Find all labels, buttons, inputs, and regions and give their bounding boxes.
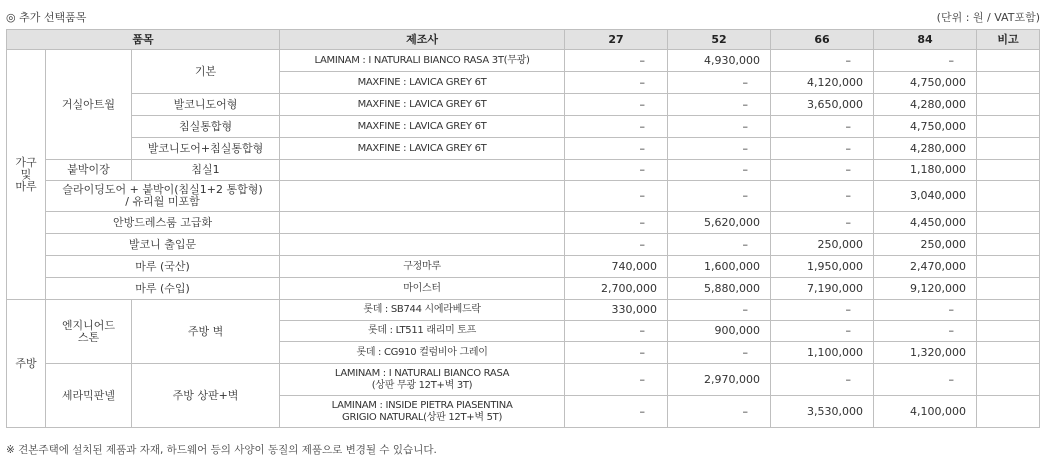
note-cell: [977, 138, 1040, 160]
price-27: 330,000: [565, 300, 668, 321]
note-cell: [977, 342, 1040, 364]
price-66: 1,950,000: [771, 256, 874, 278]
note-cell: [977, 212, 1040, 234]
price-52: 1,600,000: [668, 256, 771, 278]
price-52: –: [668, 396, 771, 428]
note-cell: [977, 300, 1040, 321]
item-cell: 안방드레스룸 고급화: [46, 212, 280, 234]
price-27: –: [565, 342, 668, 364]
note-cell: [977, 234, 1040, 256]
price-66: 7,190,000: [771, 278, 874, 300]
table-row: [7, 212, 1040, 234]
maker-cell: LAMINAM : I NATURALI BIANCO RASA (상판 무광 12T+벽 3T): [280, 364, 565, 396]
item-cell: 슬라이딩도어 + 붙박이(침실1+2 통합형) / 유리월 미포함: [46, 181, 280, 212]
table-row: [7, 94, 1040, 116]
maker-cell: [280, 234, 565, 256]
price-52: –: [668, 72, 771, 94]
table-row: [7, 160, 1040, 181]
note-cell: [977, 278, 1040, 300]
price-84: 1,320,000: [874, 342, 977, 364]
note-cell: [977, 396, 1040, 428]
maker-cell: LAMINAM : INSIDE PIETRA PIASENTINA GRIGIO NATURAL(상판 12T+벽 5T): [280, 396, 565, 428]
table-row: [7, 181, 1040, 212]
price-84: 4,450,000: [874, 212, 977, 234]
price-52: 4,930,000: [668, 50, 771, 72]
price-66: –: [771, 138, 874, 160]
price-84: 4,100,000: [874, 396, 977, 428]
item-cell: 주방 상판+벽: [132, 364, 280, 428]
price-27: –: [565, 50, 668, 72]
note-cell: [977, 160, 1040, 181]
price-84: –: [874, 50, 977, 72]
price-84: 4,280,000: [874, 94, 977, 116]
note-cell: [977, 321, 1040, 342]
table-row: [7, 278, 1040, 300]
section-title: ◎ 추가 선택품목: [6, 11, 87, 24]
table-row: [7, 256, 1040, 278]
price-66: 3,530,000: [771, 396, 874, 428]
price-84: 1,180,000: [874, 160, 977, 181]
maker-cell: MAXFINE : LAVICA GREY 6T: [280, 72, 565, 94]
price-66: –: [771, 212, 874, 234]
options-table: [6, 29, 1040, 428]
price-27: –: [565, 160, 668, 181]
item-cell: 기본: [132, 50, 280, 94]
price-66: –: [771, 364, 874, 396]
table-row: [7, 364, 1040, 396]
item-cell: 침실통합형: [132, 116, 280, 138]
price-27: –: [565, 116, 668, 138]
item-cell: 침실1: [132, 160, 280, 181]
price-52: 5,880,000: [668, 278, 771, 300]
table-row: [7, 300, 1040, 321]
table-row: [7, 116, 1040, 138]
price-52: –: [668, 138, 771, 160]
note-cell: [977, 116, 1040, 138]
price-52: 2,970,000: [668, 364, 771, 396]
price-52: –: [668, 116, 771, 138]
maker-cell: 마이스터: [280, 278, 565, 300]
maker-cell: [280, 160, 565, 181]
maker-cell: MAXFINE : LAVICA GREY 6T: [280, 116, 565, 138]
price-66: –: [771, 116, 874, 138]
maker-cell: [280, 212, 565, 234]
subcategory-living-artwall: 거실아트월: [46, 50, 132, 160]
subcategory-built-in: 붙박이장: [46, 160, 132, 181]
header-item: 품목: [7, 30, 280, 50]
price-84: 4,750,000: [874, 116, 977, 138]
price-66: 250,000: [771, 234, 874, 256]
item-cell: 마루 (국산): [46, 256, 280, 278]
price-27: 2,700,000: [565, 278, 668, 300]
subcategory-ceramic-panel: 세라믹판넬: [46, 364, 132, 428]
price-66: –: [771, 300, 874, 321]
maker-cell: [280, 181, 565, 212]
header-note: 비고: [977, 30, 1040, 50]
maker-cell: LAMINAM : I NATURALI BIANCO RASA 3T(무광): [280, 50, 565, 72]
price-66: 4,120,000: [771, 72, 874, 94]
item-cell: 발코니도어+침실통합형: [132, 138, 280, 160]
price-27: 740,000: [565, 256, 668, 278]
table-row: [7, 50, 1040, 72]
item-cell: 마루 (수입): [46, 278, 280, 300]
maker-cell: 롯데 : LT511 래리미 토프: [280, 321, 565, 342]
note-cell: [977, 94, 1040, 116]
price-66: –: [771, 50, 874, 72]
category-kitchen: 주방: [7, 300, 46, 428]
note-cell: [977, 72, 1040, 94]
price-52: –: [668, 300, 771, 321]
price-52: –: [668, 94, 771, 116]
unit-label: (단위 : 원 / VAT포함): [936, 11, 1040, 24]
maker-cell: 구정마루: [280, 256, 565, 278]
maker-cell: MAXFINE : LAVICA GREY 6T: [280, 94, 565, 116]
price-27: –: [565, 364, 668, 396]
table-row: [7, 234, 1040, 256]
price-27: –: [565, 181, 668, 212]
footnote: ※ 견본주택에 설치된 제품과 자재, 하드웨어 등의 사양이 동질의 제품으로 변경될 수 있습니다.: [6, 444, 437, 456]
price-52: 900,000: [668, 321, 771, 342]
price-84: –: [874, 364, 977, 396]
price-84: 250,000: [874, 234, 977, 256]
note-cell: [977, 50, 1040, 72]
item-cell: 발코니 출입문: [46, 234, 280, 256]
header-row: [7, 30, 1040, 50]
header-52: 52: [668, 30, 771, 50]
price-84: –: [874, 321, 977, 342]
price-66: –: [771, 181, 874, 212]
item-cell: 주방 벽: [132, 300, 280, 364]
header-84: 84: [874, 30, 977, 50]
price-27: –: [565, 138, 668, 160]
price-66: 3,650,000: [771, 94, 874, 116]
price-84: –: [874, 300, 977, 321]
price-84: 9,120,000: [874, 278, 977, 300]
table-row: [7, 138, 1040, 160]
price-66: 1,100,000: [771, 342, 874, 364]
header-27: 27: [565, 30, 668, 50]
price-84: 2,470,000: [874, 256, 977, 278]
price-27: –: [565, 212, 668, 234]
header-maker: 제조사: [280, 30, 565, 50]
item-cell: 발코니도어형: [132, 94, 280, 116]
price-52: –: [668, 234, 771, 256]
price-52: 5,620,000: [668, 212, 771, 234]
header-66: 66: [771, 30, 874, 50]
maker-cell: 롯데 : CG910 컬럼비아 그레이: [280, 342, 565, 364]
category-furniture: 가구 및 마루: [7, 50, 46, 300]
price-52: –: [668, 181, 771, 212]
subcategory-engineered-stone: 엔지니어드 스톤: [46, 300, 132, 364]
price-27: –: [565, 396, 668, 428]
price-27: –: [565, 94, 668, 116]
maker-cell: 롯데 : SB744 시에라베드락: [280, 300, 565, 321]
price-66: –: [771, 321, 874, 342]
note-cell: [977, 364, 1040, 396]
note-cell: [977, 256, 1040, 278]
price-52: –: [668, 160, 771, 181]
maker-cell: MAXFINE : LAVICA GREY 6T: [280, 138, 565, 160]
price-84: 3,040,000: [874, 181, 977, 212]
note-cell: [977, 181, 1040, 212]
price-27: –: [565, 321, 668, 342]
price-84: 4,280,000: [874, 138, 977, 160]
price-66: –: [771, 160, 874, 181]
price-27: –: [565, 72, 668, 94]
price-84: 4,750,000: [874, 72, 977, 94]
price-52: –: [668, 342, 771, 364]
price-27: –: [565, 234, 668, 256]
